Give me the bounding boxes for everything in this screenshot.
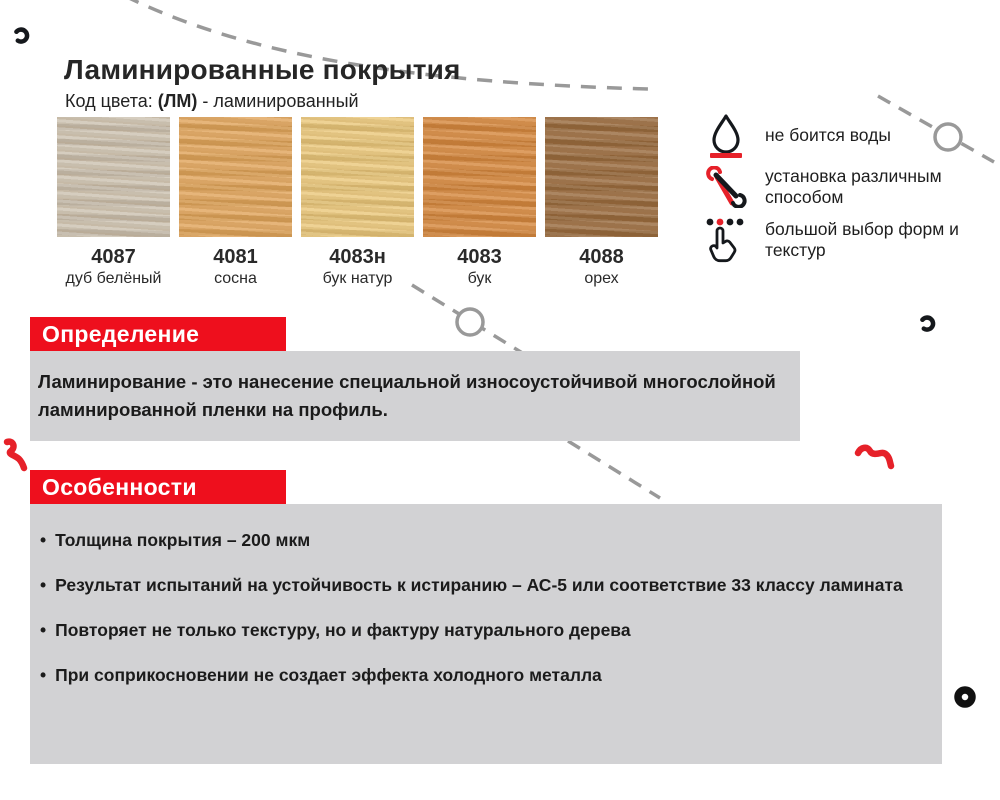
features-panel (30, 504, 942, 764)
tools-icon (703, 166, 749, 208)
feature-water (703, 112, 979, 159)
features-heading-banner (30, 470, 286, 504)
swatch-4087 (57, 117, 170, 288)
swatch-name: дуб белёный (65, 270, 162, 287)
subtitle-prefix: Код цвета: (65, 91, 158, 111)
circle-marker-middle (457, 309, 483, 335)
swatch-name: сосна (214, 270, 257, 287)
red-squiggle-left (7, 442, 24, 468)
color-code-subtitle (65, 91, 359, 112)
feature-bullet: • Результат испытаний на устойчивость к истиранию – АС-5 или соответствие 33 классу ламината (40, 566, 918, 604)
page-title: Ламинированные покрытия (64, 54, 461, 85)
features-heading: Особенности (42, 473, 197, 500)
swatch-4081 (179, 117, 292, 288)
color-swatch-row (57, 117, 658, 288)
swatch-name: бук (467, 270, 492, 287)
comma-mark-right (922, 318, 933, 330)
feature-installation (703, 166, 979, 208)
feature-bullet: • Повторяет не только текстуру, но и фактуру натурального дерева (40, 611, 918, 649)
definition-heading-banner (30, 317, 286, 351)
definition-heading: Определение (42, 320, 200, 347)
swatch-code: 4081 (213, 246, 258, 268)
dashed-line-lower (568, 441, 660, 498)
feature-choice (703, 215, 979, 264)
tap-hand-icon (703, 215, 749, 264)
wood-texture-image (545, 117, 658, 237)
red-squiggle-right (858, 448, 891, 466)
swatch-code: 4083н (329, 246, 386, 268)
swatch-name: бук натур (322, 270, 393, 287)
wood-texture-image (57, 117, 170, 237)
wood-texture-image (301, 117, 414, 237)
donut-dot-bottomright (958, 690, 972, 704)
wood-texture-image (179, 117, 292, 237)
definition-text: Ламинирование - это нанесение специальной износоустойчивой многослойной ламинированной пленки на профиль. (38, 371, 776, 420)
water-drop-icon (703, 112, 749, 159)
feature-bullet: • При соприкосновении не создает эффекта холодного металла (40, 656, 918, 694)
swatch-4088 (545, 117, 658, 288)
subtitle-suffix: - ламинированный (197, 91, 359, 111)
feature-label: большой выбор форм и текстур (765, 218, 959, 260)
feature-label: установка различным способом (765, 166, 942, 207)
swatch-name: орех (584, 270, 619, 287)
swatch-code: 4083 (457, 246, 502, 268)
swatch-4083n (301, 117, 414, 288)
swatch-code: 4088 (579, 246, 624, 268)
definition-panel (30, 351, 800, 441)
feature-bullet: • Толщина покрытия – 200 мкм (40, 521, 918, 559)
swatch-code: 4087 (91, 246, 136, 268)
feature-label: не боится воды (765, 125, 891, 146)
wood-texture-image (423, 117, 536, 237)
comma-mark-topleft (16, 30, 27, 42)
swatch-4083 (423, 117, 536, 288)
feature-icon-list (703, 112, 979, 271)
subtitle-code: (ЛМ) (157, 91, 198, 111)
